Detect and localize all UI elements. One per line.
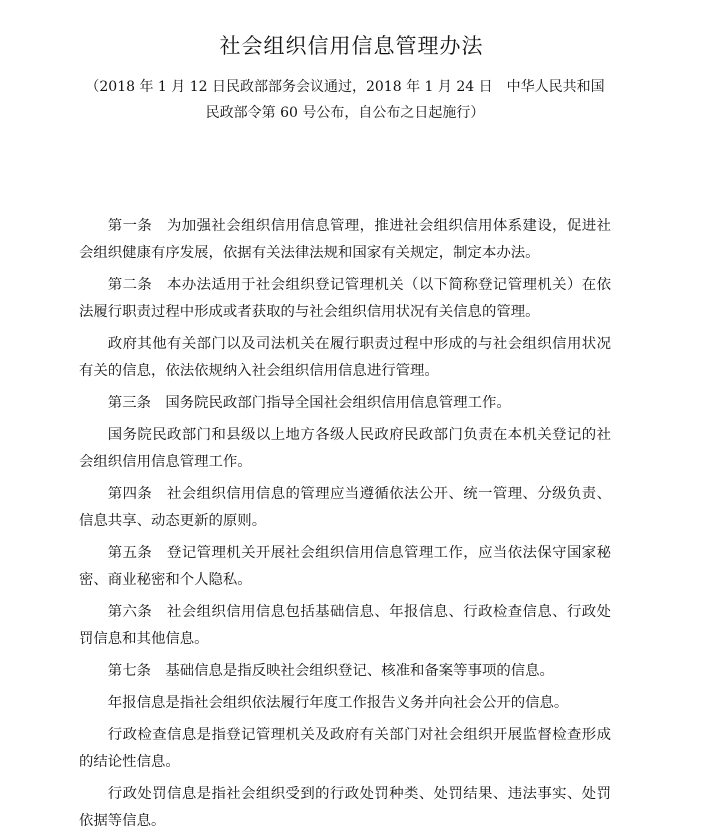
- article-2-paragraph: 第二条 本办法适用于社会组织登记管理机关（以下简称登记管理机关）在依法履行职责过程中形成或者获取的与社会组织信用状况有关信息的管理。: [79, 277, 611, 320]
- document-body: [79, 213, 611, 840]
- article-6-paragraph: 第六条 社会组织信用信息包括基础信息、年报信息、行政检查信息、行政处罚信息和其他信息。: [79, 604, 611, 647]
- article-5-paragraph: 第五条 登记管理机关开展社会组织信用信息管理工作，应当依法保守国家秘密、商业秘密和个人隐私。: [79, 545, 611, 588]
- document-title: 社会组织信用信息管理办法: [219, 34, 484, 58]
- article-3-paragraph: 第三条 国务院民政部门指导全国社会组织信用信息管理工作。: [107, 395, 511, 411]
- article-7-paragraph-4: 行政处罚信息是指社会组织受到的行政处罚种类、处罚结果、违法事实、处罚依据等信息。: [79, 786, 611, 829]
- article-4-paragraph: 第四条 社会组织信用信息的管理应当遵循依法公开、统一管理、分级负责、信息共享、动态更新的原则。: [79, 486, 611, 529]
- article-7-paragraph: 第七条 基础信息是指反映社会组织登记、核准和备案等事项的信息。: [107, 663, 554, 679]
- article-7-paragraph-3: 行政检查信息是指登记管理机关及政府有关部门对社会组织开展监督检查形成的结论性信息。: [79, 727, 611, 770]
- article-2-paragraph-2: 政府其他有关部门以及司法机关在履行职责过程中形成的与社会组织信用状况有关的信息，依法依规纳入社会组织信用信息进行管理。: [79, 336, 611, 379]
- article-7-paragraph-2: 年报信息是指社会组织依法履行年度工作报告义务并向社会公开的信息。: [107, 695, 569, 711]
- article-3-paragraph-2: 国务院民政部门和县级以上地方各级人民政府民政部门负责在本机关登记的社会组织信用信息管理工作。: [79, 427, 611, 470]
- article-1-paragraph: 第一条 为加强社会组织信用信息管理，推进社会组织信用体系建设，促进社会组织健康有序发展，依据有关法律法规和国家有关规定，制定本办法。: [79, 218, 611, 261]
- document-subtitle: （2018 年 1 月 12 日民政部部务会议通过，2018 年 1 月 24 日 中华人民共和国民政部令第 60 号公布，自公布之日起施行）: [85, 79, 605, 121]
